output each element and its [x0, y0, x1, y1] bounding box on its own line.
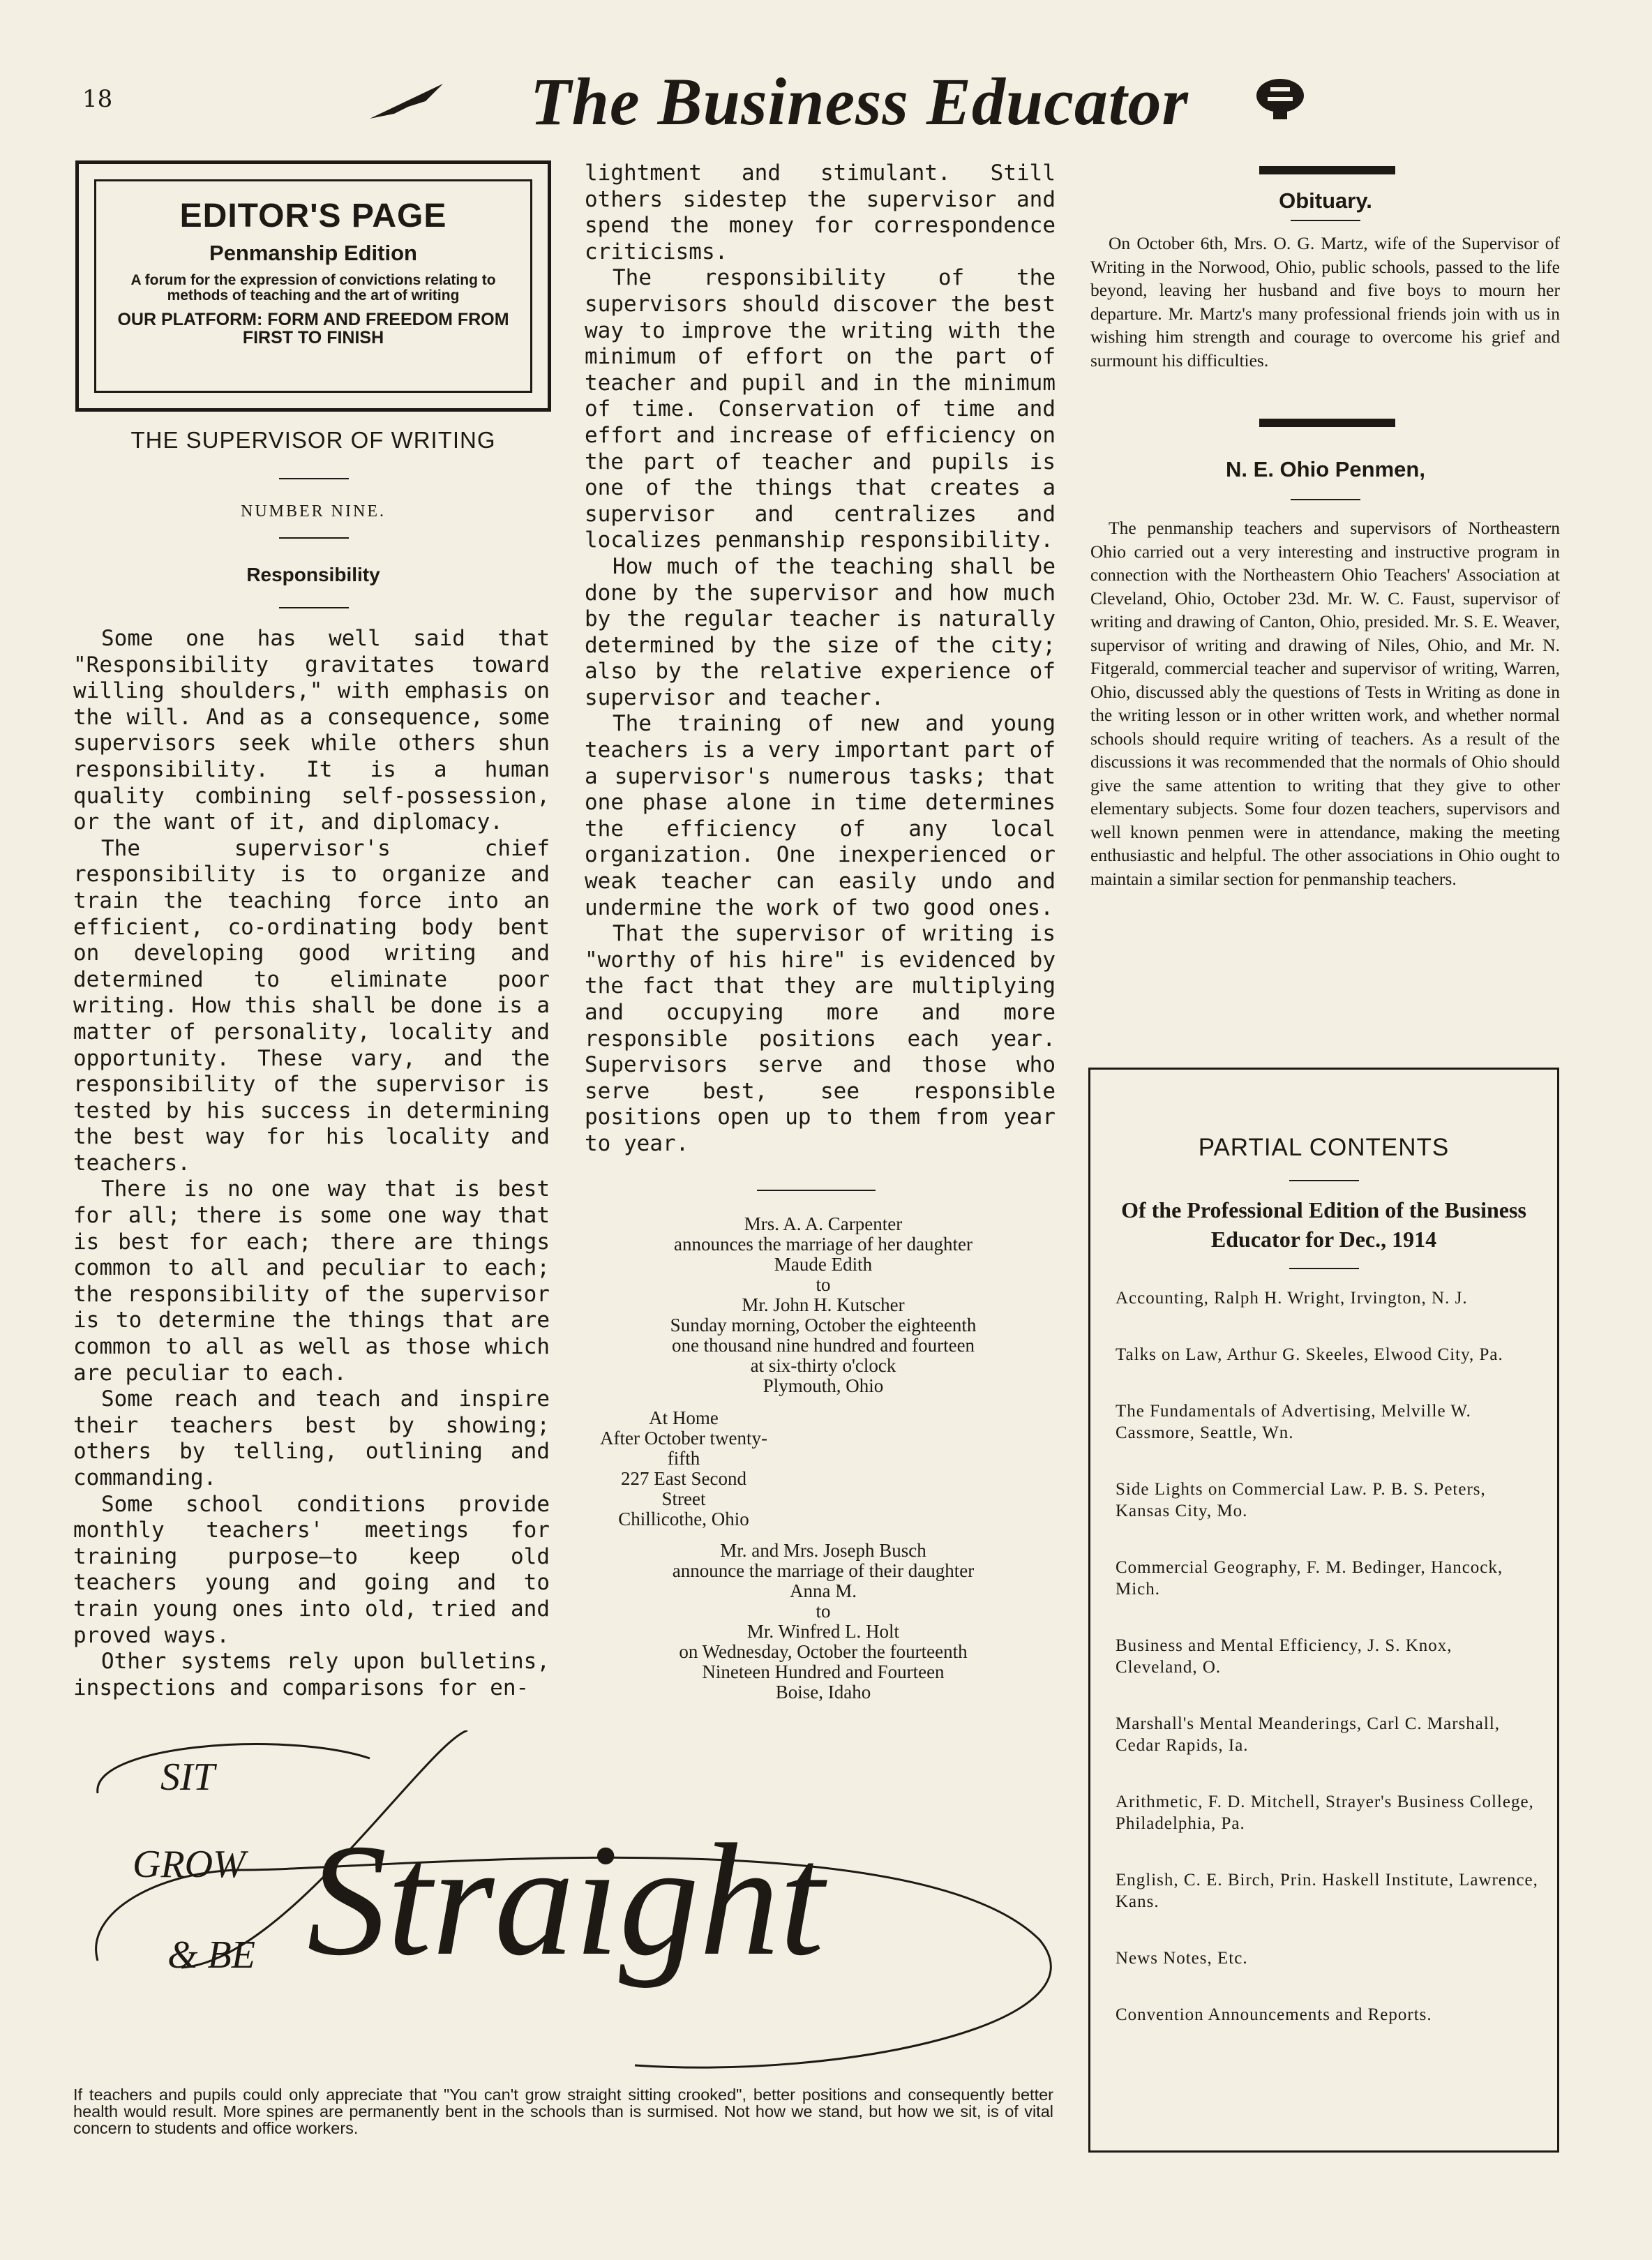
announcement-line: Nineteen Hundred and Fourteen [702, 1661, 945, 1682]
paragraph: That the supervisor of writing is "worthy of his hire" is evidenced by the fact that they are multiplying and occupying more and more responsible positions each year. Supervisors serve and those who serve best, see responsible positions open up to them from year to year. [585, 921, 1056, 1156]
ne-ohio-title: N. E. Ohio Penmen, [1226, 457, 1425, 481]
forum-text: A forum for the expression of convictions relating to methods of teaching and the art of writing [130, 272, 496, 304]
divider [1289, 1180, 1359, 1181]
article-subtitle: Responsibility [246, 564, 380, 585]
platform-text: OUR PLATFORM: FORM AND FREEDOM FROM FIRST TO FINISH [117, 310, 509, 347]
announcement-line: Maude Edith [774, 1254, 873, 1275]
announcement-line: on Wednesday, October the fourteenth [679, 1641, 968, 1662]
announcement-line: Mr. Winfred L. Holt [746, 1621, 900, 1642]
announcement-line: at six-thirty o'clock [750, 1355, 896, 1376]
divider [279, 478, 349, 479]
contents-item: Arithmetic, F. D. Mitchell, Strayer's Business College, Philadelphia, Pa. [1116, 1793, 1534, 1833]
announcement-line: Mr. and Mrs. Joseph Busch [720, 1540, 926, 1561]
wedding-announcement-carpenter [600, 1214, 1046, 1396]
grow-word: GROW [133, 1843, 246, 1886]
divider-bar [1259, 166, 1395, 174]
article-title: THE SUPERVISOR OF WRITING [130, 427, 496, 453]
masthead-title: The Business Educator [530, 64, 1189, 139]
contents-item: News Notes, Etc. [1116, 1949, 1248, 1968]
announcement-line: announce the marriage of their daughter [672, 1560, 975, 1581]
divider [279, 607, 349, 608]
obituary-title: Obituary. [1279, 188, 1372, 213]
quill-pen-icon [366, 80, 450, 122]
paragraph: Some reach and teach and inspire their teachers best by showing; others by telling, outlining and commanding. [73, 1386, 550, 1490]
sit-word: SIT [160, 1756, 215, 1799]
editors-page-box [75, 160, 551, 412]
partial-contents-box [1088, 1068, 1559, 2153]
editors-page-title: EDITOR'S PAGE [179, 197, 447, 234]
announcement-line: Mrs. A. A. Carpenter [744, 1213, 903, 1234]
announcement-line: one thousand nine hundred and fourteen [671, 1335, 975, 1356]
announcement-line: Chillicothe, Ohio [618, 1509, 749, 1529]
announcement-line: Boise, Idaho [775, 1682, 871, 1703]
divider [757, 1190, 876, 1191]
paragraph: Some one has well said that "Responsibility gravitates toward willing shoulders," with emphasis on the will. And as a consequence, some supervisors seek while others shun responsibility. It is a human quality combining self-possession, or the want of it, and diplomacy. [73, 626, 550, 835]
contents-subheading: Of the Professional Edition of the Business Educator for Dec., 1914 [1121, 1197, 1526, 1252]
divider [1291, 220, 1360, 221]
paragraph: The responsibility of the supervisors should discover the best way to improve the writing with the minimum of effort on the part of teacher and pupil and in the minimum of time. Conservation of time and effort and increase of efficiency on the part of teacher and pupils is one of the things that creates a supervisor and centralizes and localizes penmanship responsibility. [585, 265, 1056, 553]
announcement-line: Plymouth, Ohio [763, 1375, 884, 1396]
announcement-line: Mr. John H. Kutscher [742, 1294, 905, 1315]
contents-item: Talks on Law, Arthur G. Skeeles, Elwood City, Pa. [1116, 1345, 1503, 1364]
divider [1291, 499, 1360, 500]
article-column-2 [585, 160, 1056, 1158]
wedding-announcement-busch [600, 1541, 1046, 1703]
paragraph: The supervisor's chief responsibility is to organize and train the teaching force into an efficient, co-ordinating body bent on developing good writing and determined to eliminate poor writing. How this shall be done is a matter of personality, locality and opportunity. These vary, and the responsibility of the supervisor is tested by his success in determining the best way for his locality and teachers. [73, 835, 550, 1176]
contents-item: Business and Mental Efficiency, J. S. Knox, Cleveland, O. [1116, 1636, 1452, 1677]
page-number: 18 [82, 85, 113, 113]
divider-bar [1259, 419, 1395, 427]
announcement-line: announces the marriage of her daughter [673, 1234, 973, 1255]
emblem-icon [1252, 73, 1308, 122]
contents-item: English, C. E. Birch, Prin. Haskell Institute, Lawrence, Kans. [1116, 1871, 1538, 1911]
flourish-stroke [98, 1744, 370, 1793]
announcement-line: Anna M. [790, 1580, 857, 1601]
contents-item: Marshall's Mental Meanderings, Carl C. Marshall, Cedar Rapids, Ia. [1116, 1714, 1501, 1755]
edition-label: Penmanship Edition [209, 241, 417, 265]
paragraph: Other systems rely upon bulletins, inspections and comparisons for en- [73, 1649, 550, 1700]
contents-item: Accounting, Ralph H. Wright, Irvington, N. J. [1116, 1289, 1468, 1308]
paragraph: Some school conditions provide monthly teachers' meetings for training purpose—to keep old teachers young and going and to train young ones into old, tried and proved ways. [73, 1491, 550, 1648]
contents-item: Commercial Geography, F. M. Bedinger, Hancock, Mich. [1116, 1558, 1503, 1599]
sit-grow-be-straight-illustration [77, 1730, 1053, 2093]
contents-item: Convention Announcements and Reports. [1116, 2005, 1432, 2024]
illustration-caption: If teachers and pupils could only appreciate that "You can't grow straight sitting crooked", better positions and consequently better health would result. More spines are permanently bent in the schools than is surmised. Not how we stand, but how we sit, is of vital concern to students and office workers. [73, 2086, 1053, 2137]
contents-item: The Fundamentals of Advertising, Melville W. Cassmore, Seattle, Wn. [1116, 1402, 1471, 1442]
at-home-notice [600, 1408, 767, 1529]
contents-list [1116, 1287, 1539, 2026]
announcement-line: Sunday morning, October the eighteenth [670, 1315, 977, 1335]
article-column-1 [73, 626, 550, 1701]
paragraph: lightment and stimulant. Still others sidestep the supervisor and spend the money for correspondence criticisms. [585, 160, 1056, 264]
straight-word: Straight [307, 1811, 825, 1989]
contents-heading: PARTIAL CONTENTS [1198, 1134, 1450, 1161]
be-word: & BE [167, 1933, 255, 1977]
editors-page-frame [94, 179, 532, 393]
announcement-line: 227 East Second Street [621, 1468, 746, 1509]
paragraph: How much of the teaching shall be done by the supervisor and how much by the regular teacher is naturally determined by the size of the city; also by the relative experience of supervisor and teacher. [585, 553, 1056, 710]
contents-item: Side Lights on Commercial Law. P. B. S. Peters, Kansas City, Mo. [1116, 1480, 1486, 1520]
divider [279, 537, 349, 539]
divider [1289, 1268, 1359, 1269]
paragraph: The training of new and young teachers is a very important part of a supervisor's numerous tasks; that one phase alone in time determines the efficiency of any local organization. One inexperienced or weak teacher can easily undo and undermine the work of two good ones. [585, 711, 1056, 920]
ne-ohio-text: The penmanship teachers and supervisors of Northeastern Ohio carried out a very interesting and instructive program in connection with the Northeastern Ohio Teachers' Association at Cleveland, Ohio, October 23d. Mr. W. C. Faust, supervisor of writing and drawing of Canton, Ohio, presided. Mr. S. E. Weaver, supervisor of writing and drawing of Niles, Ohio, and Mr. N. Fitgerald, commercial teacher and supervisor of writing, Warren, Ohio, discussed ably the questions of Tests in Writing as done in the writing lesson or in other written work, and whether normal schools should require writing of teachers. As a result of the discussions it was recommended that the normals of Ohio should give the same attention to writing that they give to other elementary subjects. Some four dozen teachers, supervisors and well known penmen were in attendance, making the meeting enthusiastic and helpful. The other associations in Ohio ought to maintain a similar section for penmanship teachers. [1090, 518, 1560, 889]
announcement-line: to [816, 1601, 831, 1622]
obituary-text: On October 6th, Mrs. O. G. Martz, wife of the Supervisor of Writing in the Norwood, Ohio, public schools, passed to the life beyond, leaving her husband and five boys to mourn her departure. Mr. Martz's many professional friends join with us in wishing him strength and courage to overcome his grief and surmount his difficulties. [1090, 233, 1560, 371]
article-number: NUMBER NINE. [241, 502, 386, 521]
paragraph: There is no one way that is best for all; there is some one way that is best for each; there are things common to all and peculiar to each; the responsibility of the supervisor is to determine the things that are common to all as well as those which are peculiar to each. [73, 1176, 550, 1386]
announcement-line: At Home [649, 1407, 719, 1428]
announcement-line: After October twenty-fifth [600, 1428, 767, 1469]
announcement-line: to [816, 1274, 831, 1295]
